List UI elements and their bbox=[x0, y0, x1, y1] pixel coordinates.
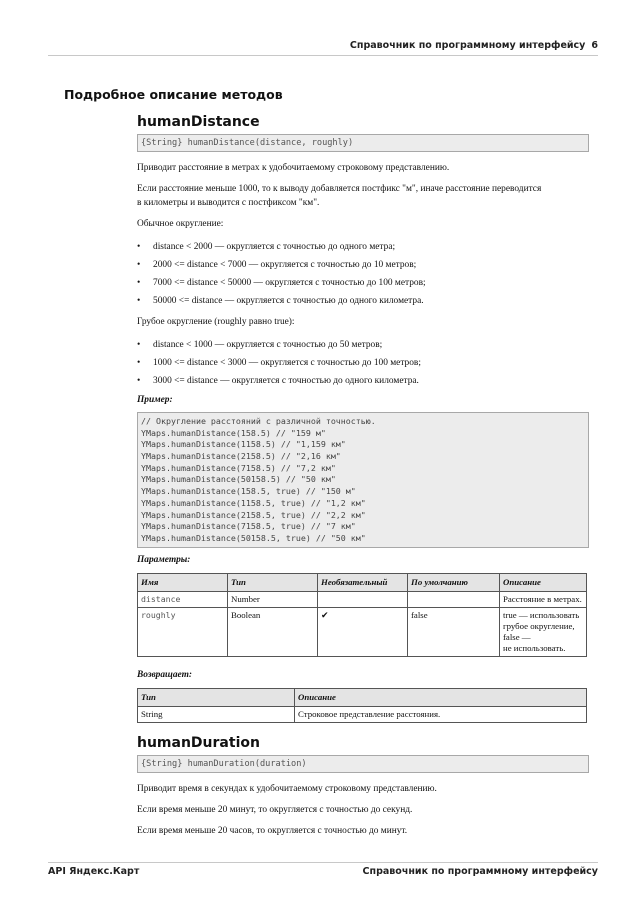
code-line: YMaps.humanDistance(2158.5) // "2,16 км" bbox=[141, 451, 341, 462]
list-item-text: 3000 <= distance — округляется с точностью до одного километра. bbox=[153, 376, 419, 386]
bullet: • bbox=[137, 278, 141, 288]
column-header: Имя bbox=[138, 573, 228, 591]
table-row bbox=[138, 591, 587, 607]
param-name: roughly bbox=[138, 607, 228, 656]
bullet: • bbox=[137, 296, 141, 306]
param-optional bbox=[318, 607, 408, 656]
code-line: YMaps.humanDistance(50158.5) // "50 км" bbox=[141, 474, 336, 485]
params-label: Параметры: bbox=[137, 554, 191, 565]
list-item bbox=[137, 276, 589, 290]
returns-table bbox=[137, 688, 587, 723]
description-line: в километры и выводится с постфиксом "км". bbox=[137, 198, 320, 208]
column-header: Тип bbox=[228, 573, 318, 591]
code-line: YMaps.humanDistance(158.5) // "159 м" bbox=[141, 427, 326, 438]
param-type: Number bbox=[228, 591, 318, 607]
method-name: humanDistance bbox=[137, 114, 260, 130]
description: Если время меньше 20 минут, то округляется с точностью до секунд. bbox=[137, 804, 413, 815]
code-example bbox=[137, 412, 589, 548]
column-header: Описание bbox=[295, 688, 587, 706]
bullet: • bbox=[137, 242, 141, 252]
list-item-text: 2000 <= distance < 7000 — округляется с точностью до 10 метров; bbox=[153, 260, 417, 270]
table-row bbox=[138, 706, 587, 722]
param-default: false bbox=[408, 607, 500, 656]
list-item-text: distance < 2000 — округляется с точностью до одного метра; bbox=[153, 242, 396, 252]
method-signature: {String} humanDuration(duration) bbox=[137, 755, 589, 773]
returns-label: Возвращает: bbox=[137, 669, 192, 680]
param-type: Boolean bbox=[228, 607, 318, 656]
description: Если время меньше 20 часов, то округляется с точностью до минут. bbox=[137, 825, 408, 836]
page-header bbox=[48, 40, 598, 51]
params-table bbox=[137, 573, 587, 657]
description-line: true — использовать bbox=[503, 609, 580, 620]
list-item bbox=[137, 356, 589, 370]
column-header: Необязательный bbox=[318, 573, 408, 591]
bullet: • bbox=[137, 340, 141, 350]
method-name: humanDuration bbox=[137, 734, 260, 751]
example-label: Пример: bbox=[137, 395, 173, 405]
code-line: YMaps.humanDistance(1158.5, true) // "1,2 км" bbox=[141, 497, 366, 508]
page-footer bbox=[48, 866, 598, 877]
column-header: Описание bbox=[500, 573, 587, 591]
code-line: YMaps.humanDistance(7158.5, true) // "7 км" bbox=[141, 521, 356, 532]
param-optional bbox=[318, 591, 408, 607]
column-header: По умолчанию bbox=[408, 573, 500, 591]
code-line: // Округление расстояний с различной точностью. bbox=[141, 416, 376, 426]
list-item-text: distance < 1000 — округляется с точностью до 50 метров; bbox=[153, 340, 383, 350]
code-line: YMaps.humanDistance(1158.5) // "1,159 км" bbox=[141, 439, 346, 450]
list-item bbox=[137, 240, 589, 254]
description-line: false — bbox=[503, 631, 531, 642]
footer-right: Справочник по программному интерфейсу bbox=[362, 866, 598, 877]
param-default bbox=[408, 591, 500, 607]
list-item bbox=[137, 294, 589, 308]
param-description bbox=[500, 607, 587, 656]
page-number: 6 bbox=[591, 40, 598, 51]
rough-rounding-label: Грубое округление (roughly равно true): bbox=[137, 317, 295, 327]
bullet: • bbox=[137, 358, 141, 368]
return-description: Строковое представление расстояния. bbox=[295, 706, 587, 722]
column-header: Тип bbox=[138, 688, 295, 706]
normal-rounding-list bbox=[137, 240, 589, 308]
method-content bbox=[137, 114, 589, 838]
code-line: YMaps.humanDistance(7158.5) // "7,2 км" bbox=[141, 462, 336, 473]
description: Приводит расстояние в метрах к удобочитаемому строковому представлению. bbox=[137, 163, 450, 173]
code-line: YMaps.humanDistance(50158.5, true) // "50 км" bbox=[141, 532, 366, 543]
list-item-text: 50000 <= distance — округляется с точностью до одного километра. bbox=[153, 296, 424, 306]
rough-rounding-list bbox=[137, 338, 589, 388]
description-line: не использовать. bbox=[503, 642, 566, 653]
table-row bbox=[138, 607, 587, 656]
description-line: грубое округление, bbox=[503, 620, 575, 631]
list-item bbox=[137, 258, 589, 272]
method-signature: {String} humanDistance(distance, roughly) bbox=[137, 134, 589, 152]
check-icon: ✔ bbox=[321, 610, 329, 621]
header-divider bbox=[48, 55, 598, 56]
list-item bbox=[137, 374, 589, 388]
code-line: YMaps.humanDistance(158.5, true) // "150 м" bbox=[141, 486, 356, 497]
description: Приводит время в секундах к удобочитаемому строковому представлению. bbox=[137, 783, 437, 794]
param-description: Расстояние в метрах. bbox=[500, 591, 587, 607]
header-title: Справочник по программному интерфейсу bbox=[349, 40, 586, 51]
return-type: String bbox=[138, 706, 295, 722]
bullet: • bbox=[137, 376, 141, 386]
list-item bbox=[137, 338, 589, 352]
param-name: distance bbox=[138, 591, 228, 607]
section-title: Подробное описание методов bbox=[64, 87, 283, 102]
list-item-text: 1000 <= distance < 3000 — округляется с точностью до 100 метров; bbox=[153, 358, 421, 368]
normal-rounding-label: Обычное округление: bbox=[137, 219, 224, 229]
list-item-text: 7000 <= distance < 50000 — округляется с точностью до 100 метров; bbox=[153, 278, 426, 288]
description-line: Если расстояние меньше 1000, то к выводу добавляется постфикс "м", иначе расстояние переводится bbox=[137, 184, 542, 194]
footer-left: API Яндекс.Карт bbox=[48, 866, 140, 877]
footer-divider bbox=[48, 862, 598, 863]
table-header-row bbox=[138, 573, 587, 591]
table-header-row bbox=[138, 688, 587, 706]
bullet: • bbox=[137, 260, 141, 270]
code-line: YMaps.humanDistance(2158.5, true) // "2,2 км" bbox=[141, 509, 366, 520]
